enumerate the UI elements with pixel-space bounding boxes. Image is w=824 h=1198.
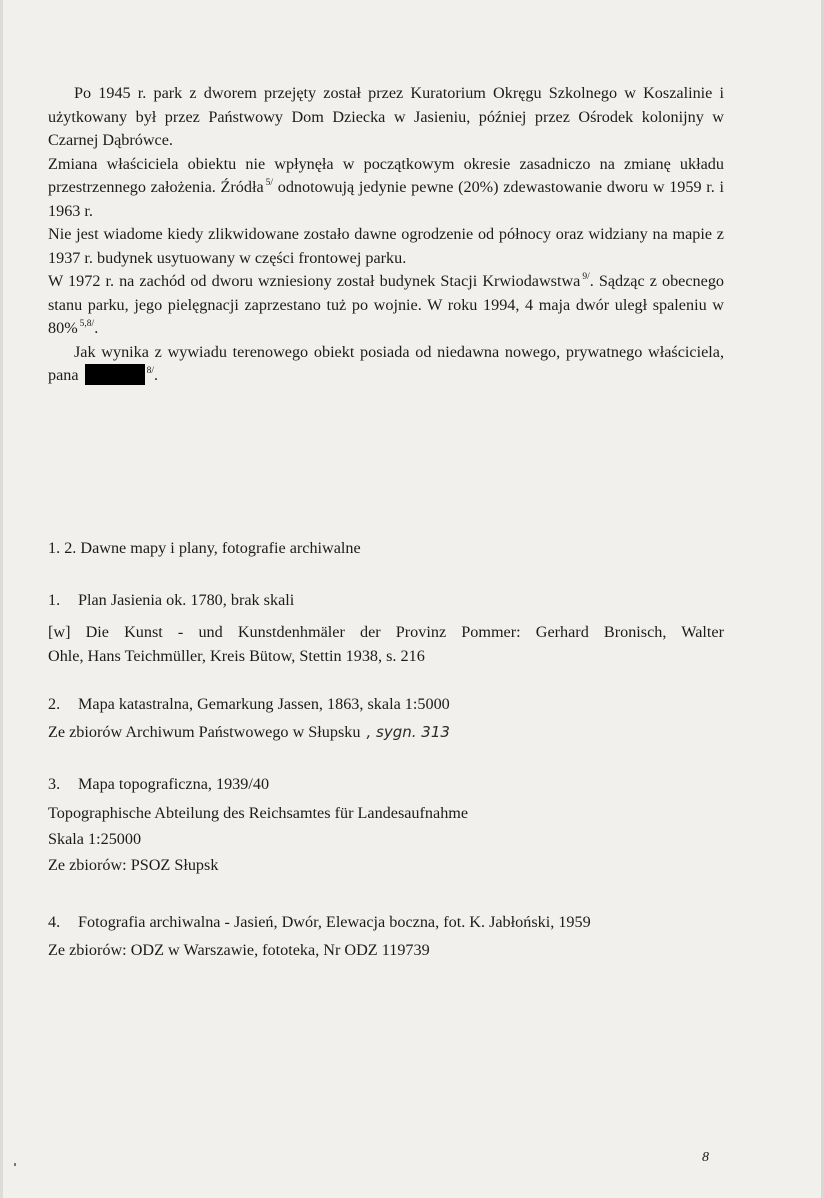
list-item-title: 2. Mapa katastralna, Gemarkung Jassen, 1863, skala 1:5000 (48, 695, 450, 713)
list-item-source: Ze zbiorów Archiwum Państwowego w Słupsku , sygn. 313 (48, 723, 450, 741)
list-item-source: Ze zbiorów: ODZ w Warszawie, fototeka, Nr ODZ 119739 (48, 941, 430, 959)
list-item-source: Ohle, Hans Teichmüller, Kreis Bütow, Stettin 1938, s. 216 (48, 647, 425, 665)
history-text (48, 82, 724, 388)
paragraph-4: W 1972 r. na zachód od dworu wzniesiony został budynek Stacji Krwiodawstwa $^{9/}$. Sądząc z obecnego stanu parku, jego pielęgnacji zaprzestano tuż po wojnie. W roku 1994, 4 maja dwór uległ spaleniu w 80% $^{5,8/}$. (48, 272, 725, 337)
list-item-source: Topographische Abteilung des Reichsamtes für Landesaufnahme (48, 804, 469, 822)
list-item-title: 1. Plan Jasienia ok. 1780, brak skali (48, 591, 295, 609)
page-number: 8 (702, 1150, 709, 1165)
paragraph-3: Nie jest wiadome kiedy zlikwidowane zostało dawne ogrodzenie od północy oraz widziany na mapie z 1937 r. budynek usytuowany w części frontowej parku. (48, 225, 724, 267)
list-item-source: [w] Die Kunst - und Kunstdenhmäler der Provinz Pommer: Gerhard Bronisch, Walter (48, 623, 724, 641)
list-item-title: 4. Fotografia archiwalna - Jasień, Dwór, Elewacja boczna, fot. K. Jabłoński, 1959 (48, 913, 591, 931)
scan-speck (14, 1163, 16, 1166)
list-item-source: Skala 1:25000 (48, 830, 142, 848)
list-item-source: Ze zbiorów: PSOZ Słupsk (48, 856, 219, 874)
handwritten-signature-note: , sygn. 313 (366, 723, 450, 741)
list-item-title: 3. Mapa topograficzna, 1939/40 (48, 775, 270, 793)
footnote-ref: 5/ (265, 178, 274, 188)
footnote-ref: 8/ (146, 366, 154, 376)
footnote-ref: 5,8/ (79, 319, 95, 329)
footnote-ref: 9/ (582, 272, 590, 282)
paragraph-2: Zmiana właściciela obiektu nie wpłynęła w początkowym okresie zasadniczo na zmianę układu przestrzennego założenia. Źródła $^{5/}$ odnotowują jedynie pewne (20%) zdewastowanie dworu w 1959 r. i 1963 r. (48, 154, 724, 220)
section-heading: 1. 2. Dawne mapy i plany, fotografie archiwalne (48, 539, 361, 557)
redacted-name (85, 364, 145, 385)
paragraph-5: Jak wynika z wywiadu terenowego obiekt posiada od niedawna nowego, prywatnego właściciela, pana $^{8/}$. (48, 342, 724, 384)
paragraph-1: Po 1945 r. park z dworem przejęty został przez Kuratorium Okręgu Szkolnego w Koszalinie i użytkowany był przez Państwowy Dom Dziecka w Jasieniu, później przez Ośrodek kolonijny w Czarnej Dąbrówce. (48, 84, 724, 149)
